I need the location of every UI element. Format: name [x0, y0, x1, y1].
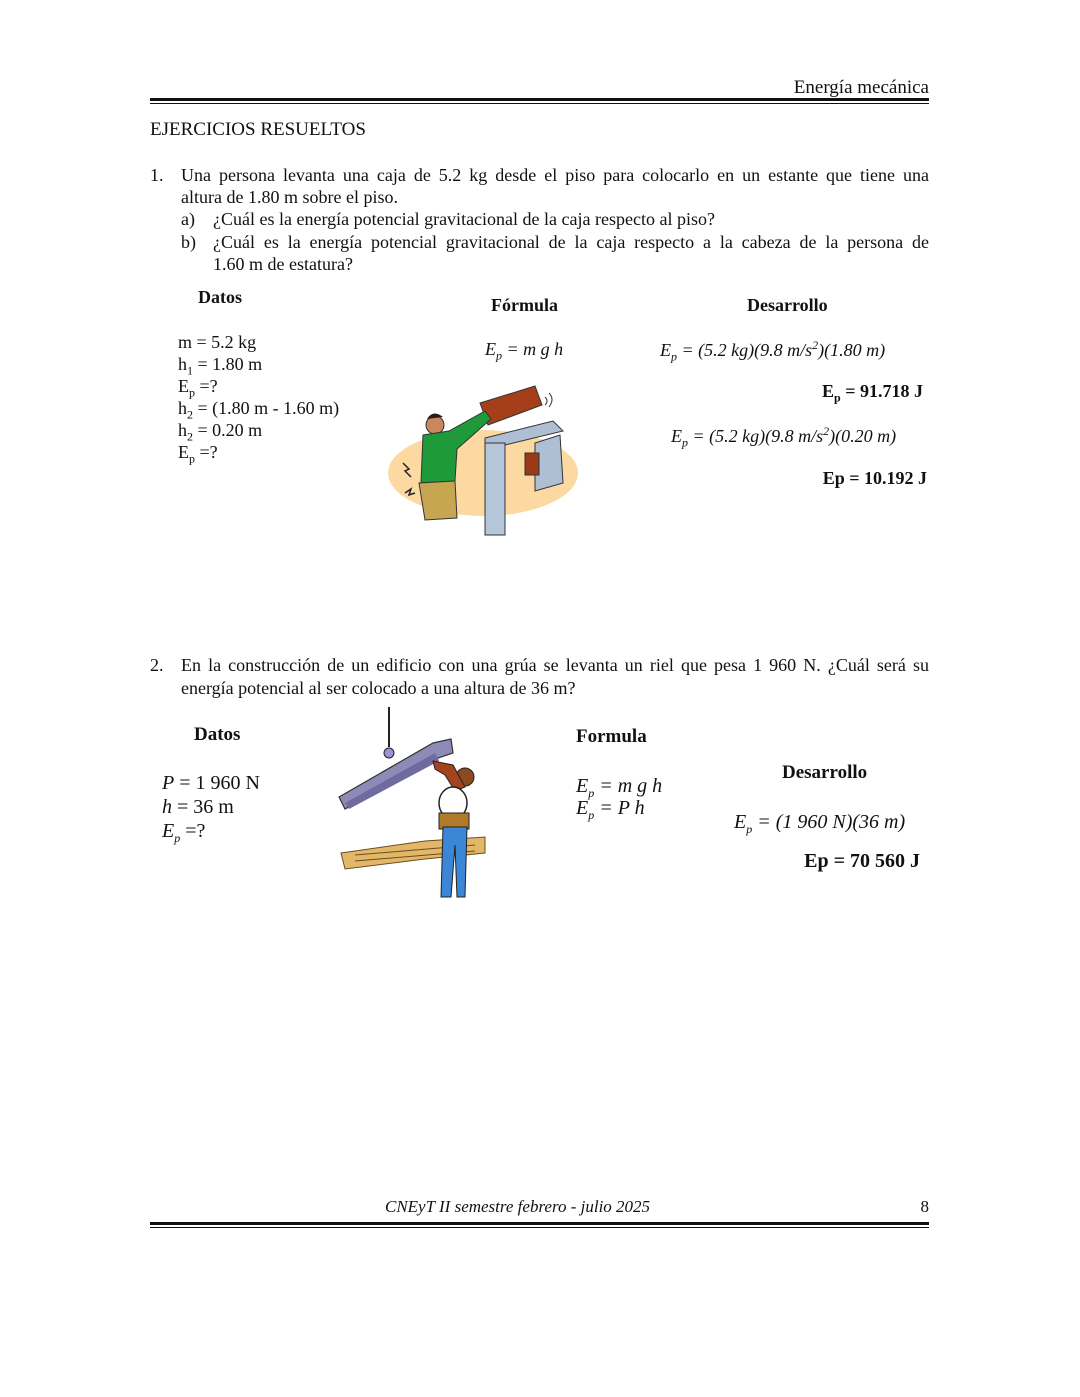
result-2: Ep = 70 560 J: [804, 850, 920, 872]
result-1b: Ep = 10.192 J: [822, 468, 927, 488]
part-b-question-line1: ¿Cuál es la energía potencial gravitacional de la caja respecto a la cabeza de la persona de: [213, 232, 929, 252]
datos-item: m = 5.2 kg: [178, 332, 257, 352]
exercise-2-number: 2.: [150, 655, 164, 675]
datos-item: $h_2 = (1.80$ m - 1.60 m): [178, 398, 340, 422]
part-b-label: b): [181, 232, 196, 252]
datos-item: h = 36 m: [162, 796, 234, 818]
formula-1: $E_p = m$ g h: [485, 339, 564, 363]
exercise-2-statement-line1: En la construcción de un edificio con una grúa se levanta un riel que pesa 1 960 N. ¿Cuál será su: [181, 655, 929, 675]
exercise-1-statement-line1: Una persona levanta una caja de 5.2 kg desde el piso para colocarlo en un estante que tiene una: [181, 165, 929, 185]
header-rule: [150, 98, 929, 104]
footer-rule: [150, 1222, 929, 1228]
footer-text: CNEyT II semestre febrero - julio 2025: [385, 1197, 651, 1216]
desarrollo-step-1b: $E_p = (5.2$ kg)(9.8 $m/s^2)(0.20$ m): [671, 424, 897, 450]
formula-heading-1: Fórmula: [491, 295, 558, 315]
datos-item: $E_p$ =?: [162, 820, 206, 845]
part-b-question-line2: 1.60 m de estatura?: [213, 254, 353, 274]
datos-item: P = 1 960 N: [162, 772, 260, 794]
result-1a: $E_p = 91.718$ J: [822, 381, 923, 405]
desarrollo-heading-1: Desarrollo: [747, 295, 828, 315]
header-title: Energía mecánica: [793, 77, 929, 98]
formula-item: $E_p = P$ h: [576, 797, 645, 822]
datos-item: $E_p$ =?: [178, 376, 218, 400]
desarrollo-step-2: $E_p = (1$ 960 N)(36 m): [734, 811, 906, 836]
formula-list-2: [576, 775, 663, 822]
datos-item: $E_p$ =?: [178, 442, 218, 466]
formula-heading-2: Formula: [576, 726, 647, 747]
datos-heading-2: Datos: [194, 724, 241, 745]
datos-item: $h_1 = 1.80$ m: [178, 354, 263, 378]
exercise-1-number: 1.: [150, 165, 164, 185]
formula-item: $E_p = m$ g h: [576, 775, 663, 800]
desarrollo-step-1a: $E_p = (5.2$ kg)(9.8 $m/s^2)(1.80$ m): [660, 338, 886, 364]
datos-heading-1: Datos: [198, 287, 242, 307]
datos-list-2: [162, 771, 260, 843]
desarrollo-heading-2: Desarrollo: [782, 762, 868, 783]
part-a-question: ¿Cuál es la energía potencial gravitacional de la caja respecto al piso?: [213, 209, 715, 229]
datos-list-1: [178, 331, 340, 466]
exercise-2-statement-line2: energía potencial al ser colocado a una altura de 36 m?: [181, 678, 576, 698]
datos-item: $h_2 = 0.20$ m: [178, 420, 263, 444]
part-a-label: a): [181, 209, 195, 229]
section-title: EJERCICIOS RESUELTOS: [150, 119, 366, 140]
person-lifting-box-illustration: [385, 383, 585, 538]
exercise-1-statement-line2: altura de 1.80 m sobre el piso.: [181, 187, 398, 207]
crane-worker-illustration: [335, 705, 495, 905]
page-number: 8: [920, 1197, 929, 1216]
